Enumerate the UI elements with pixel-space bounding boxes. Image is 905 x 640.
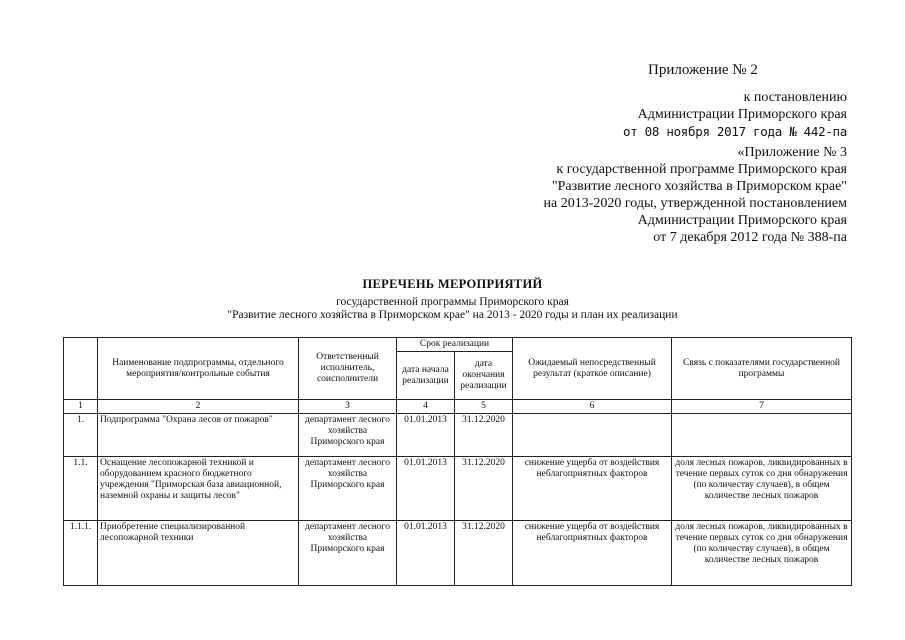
row-name: Подпрограмма "Охрана лесов от пожаров" [98, 414, 299, 457]
row-responsible: департамент лесного хозяйства Приморского края [299, 457, 397, 521]
row-name: Оснащение лесопожарной техникой и оборудованием красного бюджетного учреждения "Приморская база авиационной, наземной охраны и защиты лесов" [98, 457, 299, 521]
row-responsible: департамент лесного хозяйства Приморского края [299, 414, 397, 457]
column-number: 3 [299, 400, 397, 414]
row-result [513, 414, 672, 457]
header-start: дата начала реализации [397, 352, 455, 400]
row-link: доля лесных пожаров, ликвидированных в течение первых суток со дня обнаружения (по количеству случаев), в общем количестве лесных пожаров [672, 521, 852, 586]
appendix-line: «Приложение № 3 [737, 145, 847, 160]
header-num [64, 338, 98, 400]
row-end: 31.12.2020 [455, 457, 513, 521]
header-responsible: Ответственный исполнитель, соисполнители [299, 338, 397, 400]
row-num: 1.1. [64, 457, 98, 521]
column-number: 2 [98, 400, 299, 414]
row-end: 31.12.2020 [455, 521, 513, 586]
row-num: 1.1.1. [64, 521, 98, 586]
row-link: доля лесных пожаров, ликвидированных в течение первых суток со дня обнаружения (по количеству случаев), в общем количестве лесных пожаров [672, 457, 852, 521]
row-start: 01.01.2013 [397, 457, 455, 521]
decree-stamp: от 08 ноября 2017 года № 442-па [623, 124, 847, 139]
row-start: 01.01.2013 [397, 521, 455, 586]
column-number: 6 [513, 400, 672, 414]
header-result: Ожидаемый непосредственный результат (краткое описание) [513, 338, 672, 400]
row-result: снижение ущерба от воздействия неблагоприятных факторов [513, 521, 672, 586]
row-end: 31.12.2020 [455, 414, 513, 457]
column-number: 1 [64, 400, 98, 414]
table-row [64, 414, 852, 457]
row-num: 1. [64, 414, 98, 457]
row-link [672, 414, 852, 457]
appendix-line: Администрации Приморского края [637, 213, 847, 228]
column-number: 4 [397, 400, 455, 414]
column-number: 5 [455, 400, 513, 414]
appendix-line: к государственной программе Приморского края [556, 162, 847, 177]
appendix-line: на 2013-2020 годы, утвержденной постановлением [543, 196, 847, 211]
header-link: Связь с показателями государственной программы [672, 338, 852, 400]
row-name: Приобретение специализированной лесопожарной техники [98, 521, 299, 586]
column-number-row [64, 400, 852, 414]
document-subtitle: государственной программы Приморского края [336, 296, 569, 308]
document-title: ПЕРЕЧЕНЬ МЕРОПРИЯТИЙ [362, 277, 543, 291]
appendix-block [527, 89, 847, 246]
appendix-line: "Развитие лесного хозяйства в Приморском крае" [551, 179, 847, 194]
appendix-line: к постановлению [743, 90, 847, 105]
row-start: 01.01.2013 [397, 414, 455, 457]
appendix-line: Администрации Приморского края [637, 107, 847, 122]
header-term: Срок реализации [397, 338, 513, 352]
header-name: Наименование подпрограммы, отдельного мероприятия/контрольные события [98, 338, 299, 400]
events-table [63, 337, 852, 586]
table-row [64, 521, 852, 586]
row-responsible: департамент лесного хозяйства Приморского края [299, 521, 397, 586]
row-result: снижение ущерба от воздействия неблагоприятных факторов [513, 457, 672, 521]
appendix-title: Приложение № 2 [648, 62, 758, 78]
column-number: 7 [672, 400, 852, 414]
document-subtitle-program: "Развитие лесного хозяйства в Приморском крае" на 2013 - 2020 годы и план их реализации [227, 309, 678, 321]
table-row [64, 457, 852, 521]
appendix-line: от 7 декабря 2012 года № 388-па [653, 230, 847, 245]
header-end: дата окончания реализации [455, 352, 513, 400]
